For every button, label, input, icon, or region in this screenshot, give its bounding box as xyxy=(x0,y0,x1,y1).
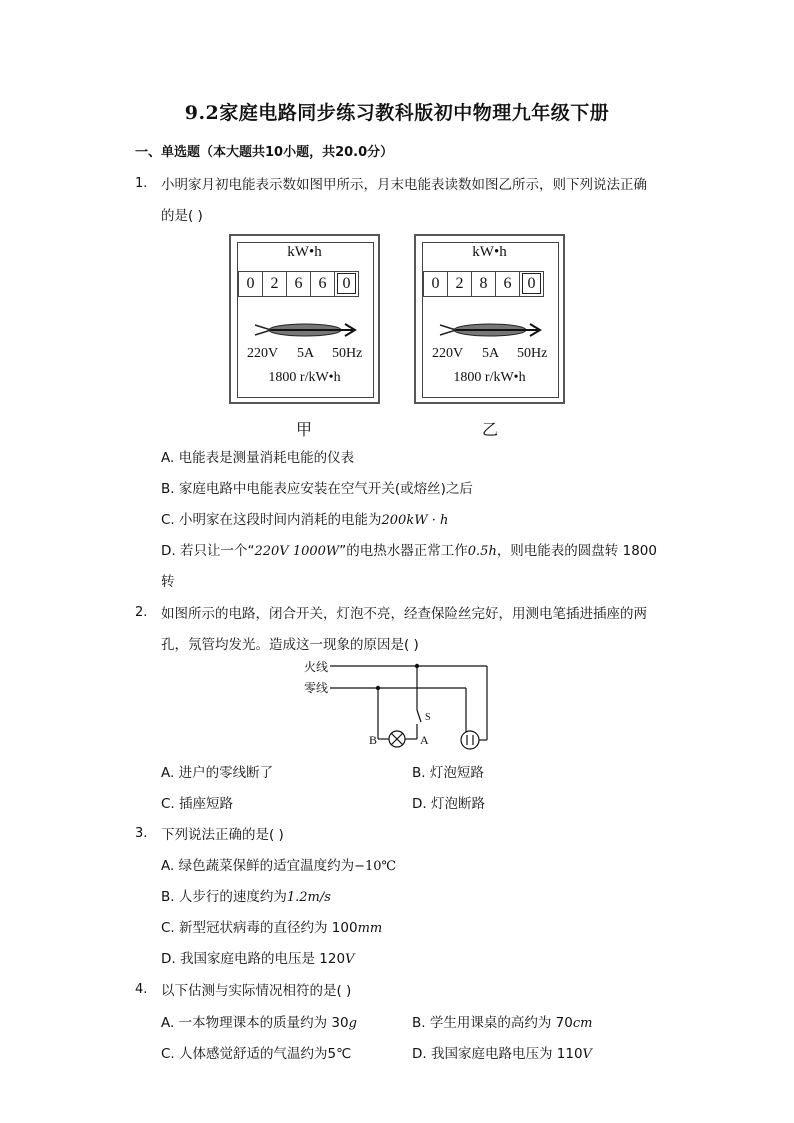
question-stem: 的是( ) xyxy=(161,208,203,224)
point-b-label: B xyxy=(369,733,378,747)
question-number: 3. xyxy=(135,826,148,841)
option-text: B. 学生用课桌的高约为 70 xyxy=(412,1015,573,1031)
meter-unit: kW•h xyxy=(287,244,322,260)
option-a: A. 电能表是测量消耗电能的仪表 xyxy=(161,450,355,466)
question-stem: 小明家月初电能表示数如图甲所示，月末电能表读数如图乙所示，则下列说法正确 xyxy=(161,177,647,193)
meter-digit: 6 xyxy=(287,272,311,296)
switch-label: S xyxy=(425,712,431,723)
meter-voltage: 220V xyxy=(432,346,464,361)
meter-reading xyxy=(423,271,544,297)
rotating-disc-arrow-icon xyxy=(438,318,548,342)
energy-meter-figure xyxy=(229,234,380,404)
math-expression: 0.5h xyxy=(467,544,497,559)
socket-icon xyxy=(461,731,479,749)
math-expression: g xyxy=(348,1016,357,1031)
option-c: C. 插座短路 xyxy=(161,796,234,812)
option-text: C. 新型冠状病毒的直径约为 100 xyxy=(161,920,358,936)
meter-revolutions: 1800 r/kW•h xyxy=(453,370,526,385)
math-expression: V xyxy=(345,952,355,967)
rotating-disc-arrow-icon xyxy=(253,318,363,342)
meter-digit: 8 xyxy=(472,272,496,296)
option-c: C. 人体感觉舒适的气温约为5℃ xyxy=(161,1046,352,1062)
meter-digit: 6 xyxy=(311,272,335,296)
math-expression: 1.2m/s xyxy=(286,890,331,905)
option-text: A. 绿色蔬菜保鲜的适宜温度约为 xyxy=(161,858,355,874)
option-b: B. 灯泡短路 xyxy=(412,765,484,781)
option-d xyxy=(412,1042,592,1062)
question-number: 1. xyxy=(135,176,148,191)
option-text: ”的电热水器正常工作 xyxy=(339,543,468,559)
option-b xyxy=(412,1011,592,1031)
question-stem: 孔，氖管均发光。造成这一现象的原因是( ) xyxy=(161,637,419,653)
meter-digit: 0 xyxy=(424,272,448,296)
circuit-diagram xyxy=(300,658,495,753)
option-a xyxy=(161,1011,357,1031)
question-stem: 下列说法正确的是( ) xyxy=(161,827,284,843)
meter-voltage: 220V xyxy=(247,346,279,361)
option-text: B. 人步行的速度约为 xyxy=(161,889,287,905)
fire-wire-label: 火线 xyxy=(304,660,329,674)
meter-digit: 2 xyxy=(263,272,287,296)
meter-digit: 0 xyxy=(337,273,356,294)
option-text: A. 一本物理课本的质量约为 30 xyxy=(161,1015,349,1031)
meter-revolutions: 1800 r/kW•h xyxy=(268,370,341,385)
option-b: B. 家庭电路中电能表应安装在空气开关(或熔丝)之后 xyxy=(161,481,473,497)
switch-icon xyxy=(417,710,421,722)
question-stem: 如图所示的电路，闭合开关，灯泡不亮，经查保险丝完好，用测电笔插进插座的两 xyxy=(161,606,647,622)
math-expression: 220V 1000W xyxy=(254,544,340,559)
option-text: ，则电能表的圆盘转 1800 xyxy=(496,543,657,559)
math-expression: V xyxy=(582,1047,592,1062)
option-text: D. 我国家庭电路电压为 110 xyxy=(412,1046,583,1062)
meter-frequency: 50Hz xyxy=(332,346,363,361)
option-text: D. 若只让一个“ xyxy=(161,543,255,559)
option-a: A. 进户的零线断了 xyxy=(161,765,274,781)
math-expression: 200kW · h xyxy=(381,513,449,528)
question-number: 4. xyxy=(135,982,148,997)
neutral-wire-label: 零线 xyxy=(304,681,329,695)
meter-digit: 0 xyxy=(239,272,263,296)
meter-reading xyxy=(238,271,359,297)
option-c xyxy=(161,916,382,936)
question-stem: 以下估测与实际情况相符的是( ) xyxy=(161,983,352,999)
option-b xyxy=(161,885,331,905)
section-heading: 一、单选题（本大题共10小题，共20.0分） xyxy=(135,145,394,160)
math-expression: mm xyxy=(357,921,383,936)
meter-frequency: 50Hz xyxy=(517,346,548,361)
meter-current: 5A xyxy=(297,346,315,361)
meter-current: 5A xyxy=(482,346,500,361)
math-expression: cm xyxy=(572,1016,593,1031)
meter-digit: 2 xyxy=(448,272,472,296)
meter-unit: kW•h xyxy=(472,244,507,260)
option-d xyxy=(161,947,354,967)
math-expression: −10℃ xyxy=(354,859,397,874)
question-number: 2. xyxy=(135,605,148,620)
option-text: C. 小明家在这段时间内消耗的电能为 xyxy=(161,512,382,528)
meter-digit: 0 xyxy=(522,273,541,294)
energy-meter-figure xyxy=(414,234,565,404)
option-d-continued: 转 xyxy=(161,574,175,590)
option-a xyxy=(161,854,396,874)
option-d: D. 灯泡断路 xyxy=(412,796,485,812)
meter-digit: 6 xyxy=(496,272,520,296)
option-c xyxy=(161,508,448,528)
option-d xyxy=(161,539,657,559)
point-a-label: A xyxy=(420,733,429,747)
option-text: D. 我国家庭电路的电压是 120 xyxy=(161,951,346,967)
page-title: 9.2家庭电路同步练习教科版初中物理九年级下册 xyxy=(184,102,610,124)
figure-caption: 甲 xyxy=(296,420,313,439)
figure-caption: 乙 xyxy=(482,420,499,439)
